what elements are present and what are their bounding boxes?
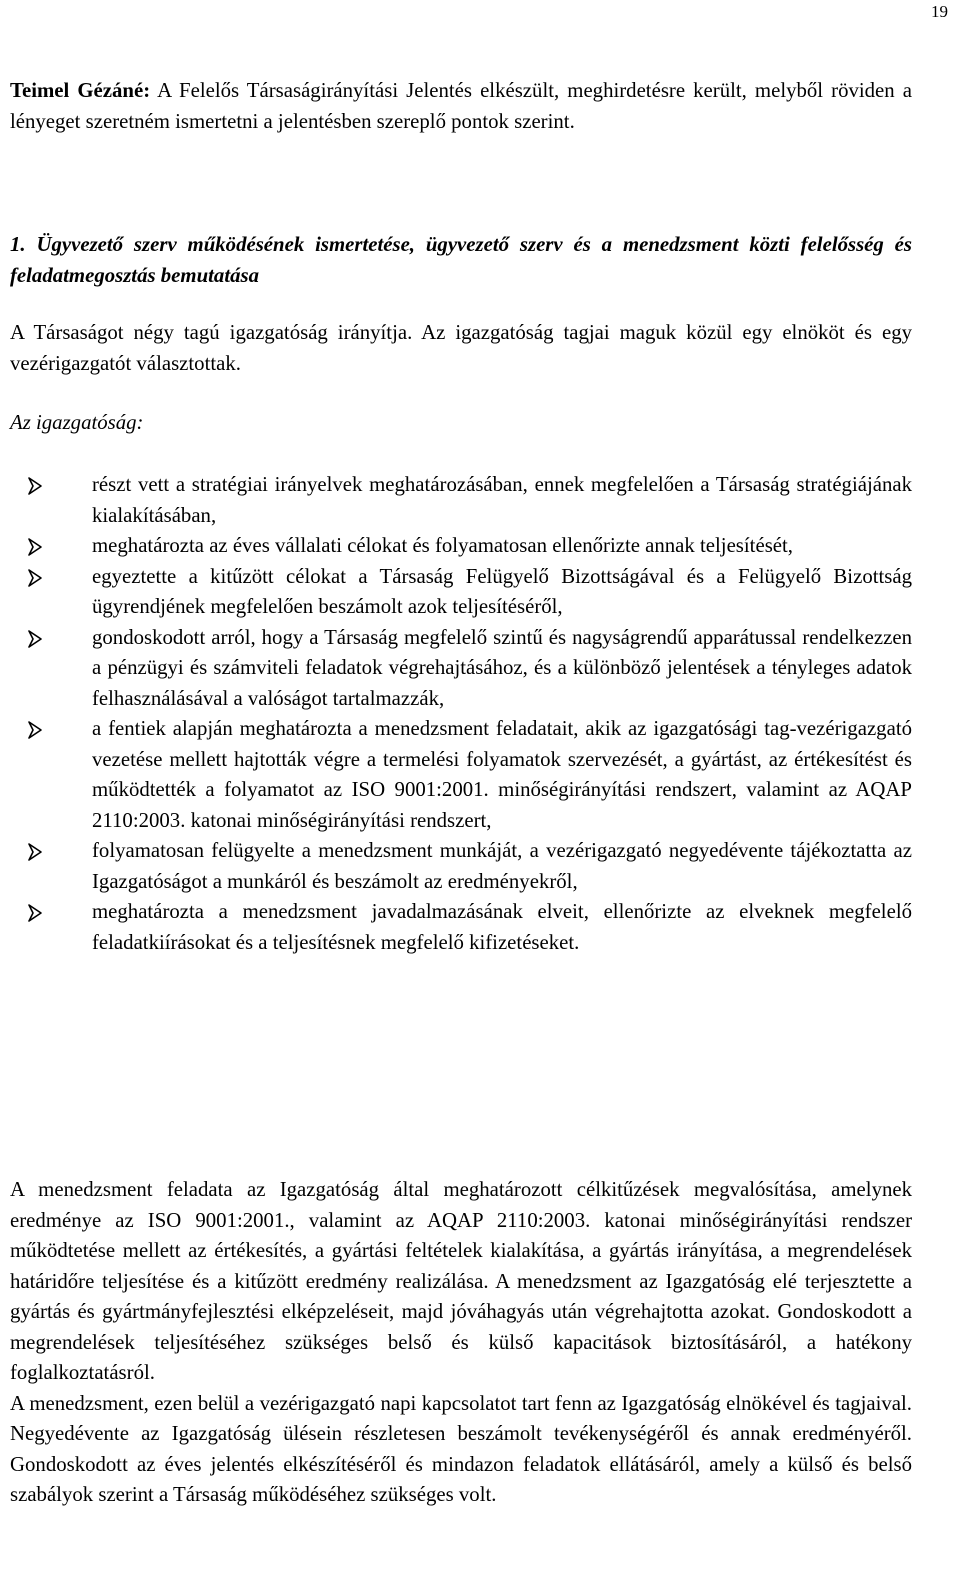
page-number: 19 (931, 2, 948, 21)
board-label: Az igazgatóság: (10, 411, 144, 434)
list-item-text: gondoskodott arról, hogy a Társaság megfelelő szintű és nagyságrendű apparátussal rendelkezzen a pénzügyi és számviteli feladatok végrehajtásához, és a különböző jelentések a tényleges adatok felhasználásával a valóságot tartalmazzák, (92, 625, 912, 710)
list-item (10, 562, 912, 623)
management-paragraph: A menedzsment feladata az Igazgatóság által meghatározott célkitűzések megvalósítása, amelynek eredménye az ISO 9001:2001., valamint az AQAP 2110:2003. katonai minőségirányítási rendszer működtetése mellett az értékesítés, a gyártási feltételek kialakítása, a gyártás irányítása, a megrendelések határidőre teljesítése és a kitűzött eredmény realizálása. A menedzsment az Igazgatóság elé terjesztette a gyártás és gyártmányfejlesztési elképzeléseit, majd jóváhagyás után végrehajtotta azokat. Gondoskodott a megrendelések teljesítéséhez szükséges belső és külső kapacitások biztosításáról, a hatékony foglalkoztatásról. (10, 1178, 912, 1384)
list-item (10, 714, 912, 836)
list-item-text: folyamatosan felügyelte a menedzsment munkáját, a vezérigazgató negyedévente tájékoztatta az Igazgatóságot a munkáról és beszámolt az eredményekről, (92, 839, 912, 893)
intro-text: A Felelős Társaságirányítási Jelentés elkészült, meghirdetésre került, melyből röviden a lényeget szeretném ismertetni a jelentésben szereplő pontok szerint. (10, 79, 912, 133)
list-item (10, 897, 912, 958)
list-item (10, 531, 912, 562)
management-paragraph: A menedzsment, ezen belül a vezérigazgató napi kapcsolatot tart fenn az Igazgatóság elnökével és tagjaival. Negyedévente az Igazgatóság ülésein részletesen beszámolt tevékenységéről és annak eredményéről. Gondoskodott az éves jelentés elkészítéséről és mindazon feladatok ellátásáról, amely a külső és belső szabályok szerint a Társaság működéséhez szükséges volt. (10, 1391, 912, 1506)
intro-paragraph (10, 76, 912, 137)
list-item (10, 470, 912, 531)
arrowhead-bullet-icon (26, 531, 46, 561)
arrowhead-bullet-icon (26, 897, 46, 927)
arrowhead-bullet-icon (26, 836, 46, 866)
list-item-text: meghatározta a menedzsment javadalmazásának elveit, ellenőrizte az elveknek megfelelő feladatkiírásokat és a teljesítésnek megfelelő kifizetéseket. (92, 900, 912, 954)
management-section (10, 1175, 912, 1511)
list-item-text: részt vett a stratégiai irányelvek meghatározásában, ennek megfelelően a Társaság stratégiájának kialakításában, (92, 473, 912, 527)
list-item-text: meghatározta az éves vállalati célokat és folyamatosan ellenőrizte annak teljesítését, (92, 534, 793, 557)
section-title: 1. Ügyvezető szerv működésének ismertetése, ügyvezető szerv és a menedzsment közti felelősség és feladatmegosztás bemutatása (10, 233, 912, 287)
list-item-text: egyeztette a kitűzött célokat a Társaság Felügyelő Bizottságával és a Felügyelő Bizottság ügyrendjének megfelelően beszámolt azok teljesítéséről, (92, 564, 912, 618)
list-item (10, 623, 912, 715)
arrowhead-bullet-icon (26, 623, 46, 653)
arrowhead-bullet-icon (26, 470, 46, 500)
board-duties-list (10, 470, 912, 958)
arrowhead-bullet-icon (26, 714, 46, 744)
list-item (10, 836, 912, 897)
speaker-name: Teimel Gézáné: (10, 79, 151, 102)
arrowhead-bullet-icon (26, 562, 46, 592)
board-description-paragraph: A Társaságot négy tagú igazgatóság irányítja. Az igazgatóság tagjai maguk közül egy elnököt és egy vezérigazgatót választottak. (10, 321, 912, 375)
list-item-text: a fentiek alapján meghatározta a menedzsment feladatait, akik az igazgatósági tag-vezérigazgató vezetése mellett hajtották végre a termelési folyamatok szervezését, a gyártást, az értékesítést és működtették a folyamatot az ISO 9001:2001. minőségirányítási rendszert, valamint az AQAP 2110:2003. katonai minőségirányítási rendszert, (92, 717, 912, 832)
